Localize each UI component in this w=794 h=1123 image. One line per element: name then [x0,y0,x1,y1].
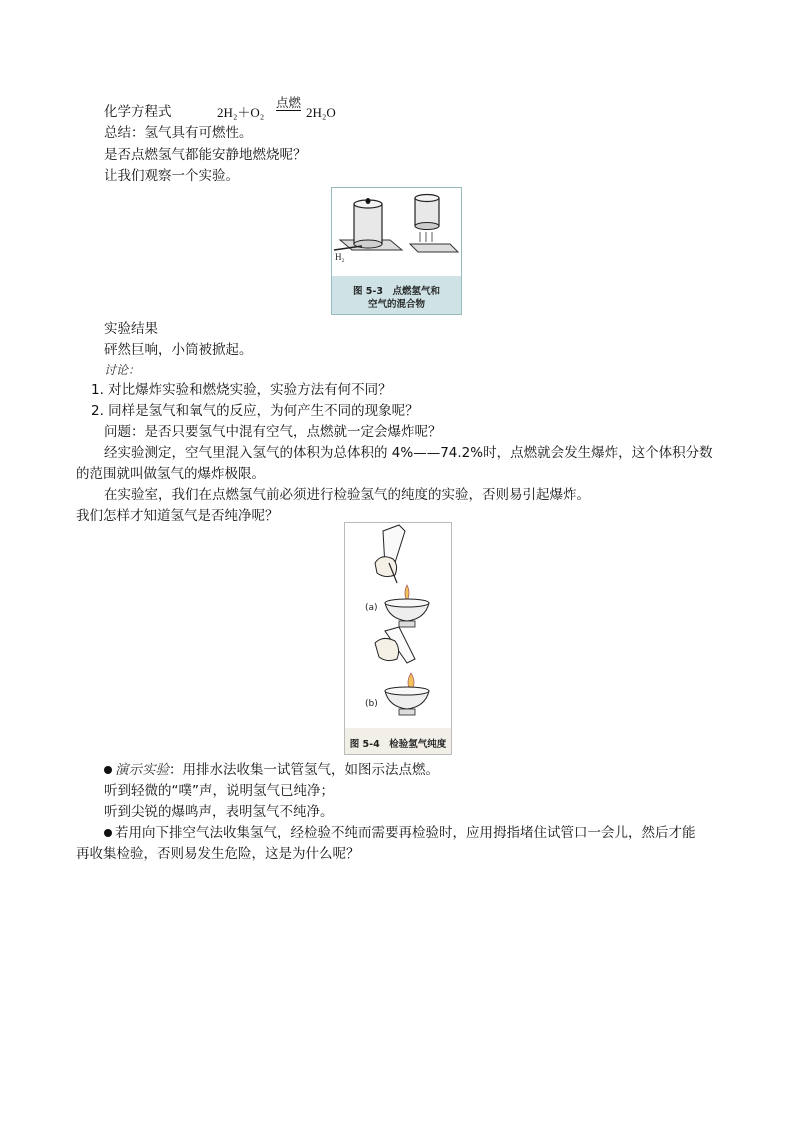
discussion-item-1: 1. 对比爆炸实验和燃烧实验，实验方法有何不同？ [91,382,392,398]
question-text: 是否点燃氢气都能安静地燃烧呢？ [104,147,307,163]
reaction-condition: 点燃 [276,95,302,110]
pure-result: 听到轻微的“噗”声，说明氢气已纯净； [104,783,334,799]
figure-5-3-caption-line2: 空气的混合物 [367,299,425,310]
figure-5-3-caption-line1: 图 5-3 点燃氢气和 [353,286,440,297]
demo-label: 演示实验 [115,762,169,778]
figure-label-b: (b) [365,699,378,709]
observe-text: 让我们观察一个实验。 [104,168,239,184]
equation-reactants: 2H₂＋O₂ [217,105,265,120]
figure-5-4-caption: 图 5-4 检验氢气纯度 [349,739,447,750]
purity-question: 我们怎样才知道氢气是否纯净呢？ [76,508,279,524]
figure-label-a: (a) [365,603,378,613]
explosion-apparatus-illustration [332,188,461,276]
result-label: 实验结果 [104,321,158,337]
bullet-icon [104,829,112,837]
collection-note-1 [104,824,696,843]
discussion-label: 讨论： [104,363,141,377]
figure-5-3 [331,187,462,315]
result-text: 砰然巨响，小筒被掀起。 [104,342,253,358]
demo-text: ：用排水法收集一试管氢气，如图示法点燃。 [169,762,439,778]
explosion-limit-para-2: 的范围就叫做氢气的爆炸极限。 [76,466,265,482]
figure-5-4 [344,522,452,755]
collection-note-2: 再收集检验，否则易发生危险，这是为什么呢？ [76,846,360,862]
lab-purity-para: 在实验室，我们在点燃氢气前必须进行检验氢气的纯度的实验，否则易引起爆炸。 [104,487,590,503]
equation-label: 化学方程式 [104,104,172,120]
discussion-item-2: 2. 同样是氢气和氧气的反应，为何产生不同的现象呢？ [91,403,419,419]
collection-note-text: 若用向下排空气法收集氢气，经检验不纯而需要再检验时，应用拇指堵住试管口一会儿，然后才能 [115,825,696,841]
impure-result: 听到尖锐的爆鸣声，表明氢气不纯净。 [104,804,334,820]
demo-experiment [104,761,439,780]
explosion-limit-para-1: 经实验测定，空气里混入氢气的体积为总体积的 4%——74.2%时，点燃就会发生爆炸，这个体积分数 [104,445,713,461]
gas-label: H₂ [335,252,345,262]
question-explosion: 问题：是否只要氢气中混有空气，点燃就一定会爆炸呢？ [104,424,442,440]
equation-product: 2H₂O [306,105,336,120]
purity-test-illustration [345,523,451,728]
bullet-icon [104,766,112,774]
summary-text: 总结：氢气具有可燃性。 [104,125,253,141]
